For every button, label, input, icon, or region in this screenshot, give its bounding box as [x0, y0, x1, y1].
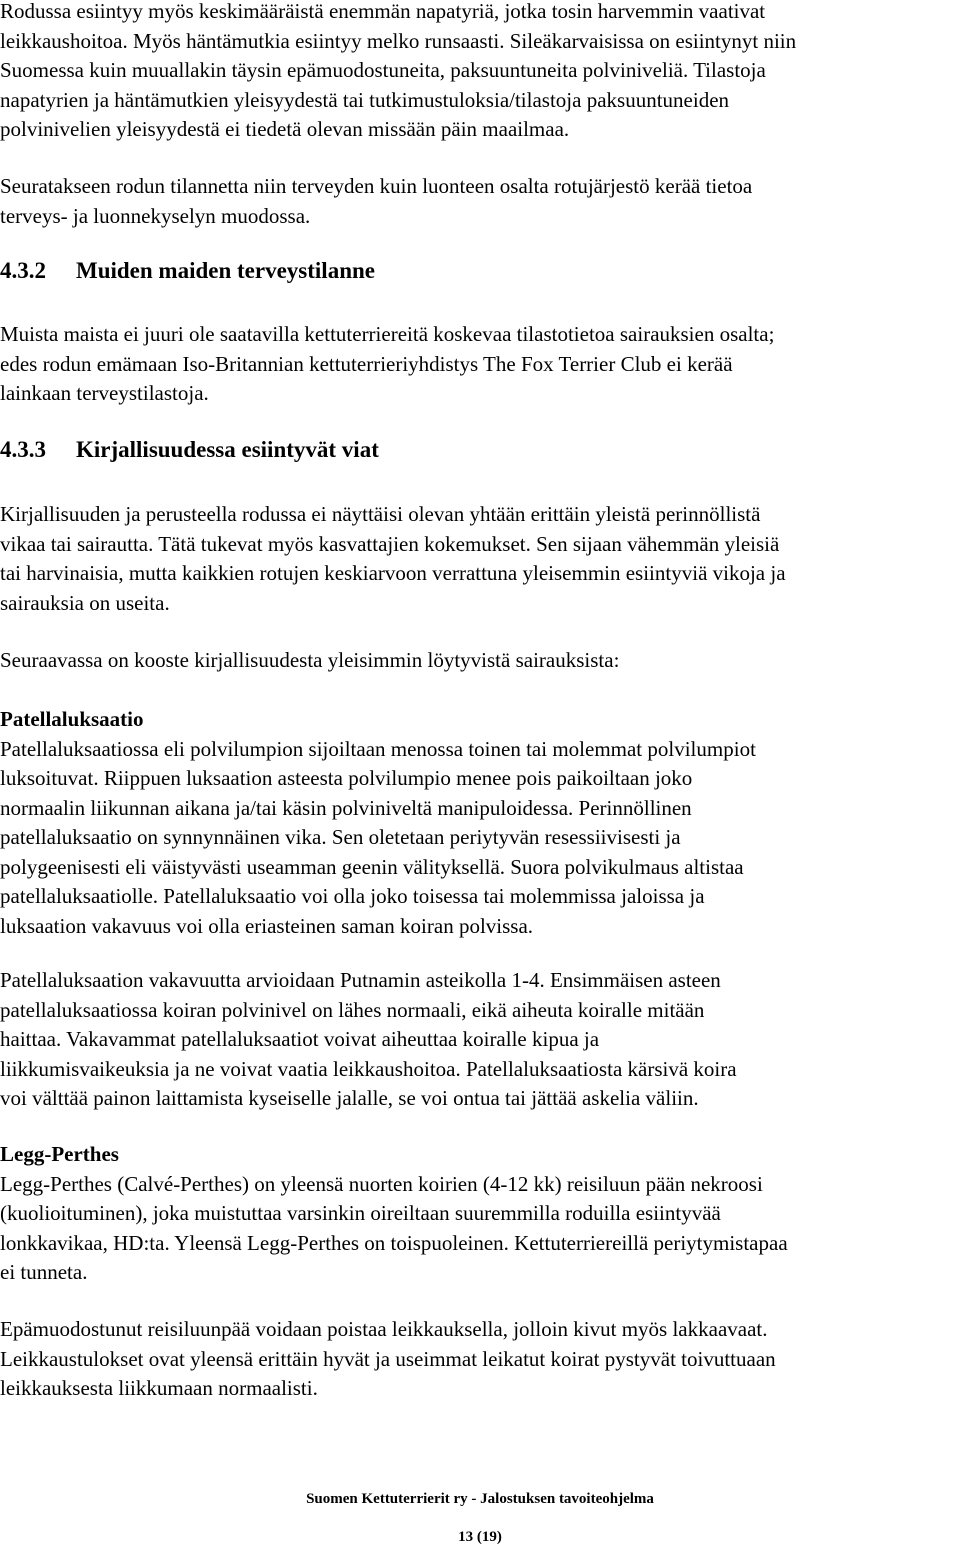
text-line: haittaa. Vakavammat patellaluksaatiot voivat aiheuttaa koiralle kipua ja [0, 1027, 600, 1051]
paragraph-summary-intro [0, 646, 960, 676]
text-line: Patellaluksaatiossa eli polvilumpion sijoiltaan menossa toinen tai molemmat polvilumpiot [0, 736, 756, 761]
text-line: voi välttää painon laittamista kyseiselle jalalle, se voi ontua tai jättää askelia väliin. [0, 1086, 699, 1110]
paragraph-legg-perthes [0, 1140, 960, 1288]
section-heading-4-3-3 [0, 435, 379, 465]
text-line: ei tunneta. [0, 1260, 88, 1284]
paragraph-literature [0, 500, 960, 618]
text-line: Kirjallisuuden ja perusteella rodussa ei näyttäisi olevan yhtään erittäin yleistä perinnöllistä [0, 502, 761, 526]
text-line: patellaluksaatio on synnynnäinen vika. Sen oletetaan periytyvän resessiivisesti ja [0, 825, 681, 849]
section-number: 4.3.3 [0, 437, 46, 462]
footer-organization: Suomen Kettuterrierit ry - Jalostuksen tavoiteohjelma [306, 1491, 654, 1507]
text-line: patellaluksaatiossa koiran polvinivel on lähes normaali, eikä aiheuta koiralle mitään [0, 997, 705, 1022]
text-line: polvinivelien yleisyydestä ei tiedetä olevan missään päin maailmaa. [0, 117, 570, 141]
paragraph-hernia-tail [0, 0, 960, 145]
section-title: Kirjallisuudessa esiintyvät viat [76, 437, 379, 462]
paragraph-survey [0, 172, 960, 231]
subheading-legg-perthes: Legg-Perthes [0, 1142, 119, 1166]
section-heading-4-3-2 [0, 256, 375, 286]
text-line: Leikkaustulokset ovat yleensä erittäin hyvät ja useimmat leikatut koirat pystyvät toivuttuaan [0, 1346, 776, 1371]
paragraph-other-countries [0, 320, 960, 409]
text-line: Suomessa kuin muuallakin täysin epämuodostuneita, paksuuntuneita polviniveliä. Tilastoja [0, 58, 766, 82]
text-line: vikaa tai sairautta. Tätä tukevat myös kasvattajien kokemukset. Sen sijaan vähemmän yleisiä [0, 531, 780, 556]
text-line: Patellaluksaation vakavuutta arvioidaan Putnamin asteikolla 1-4. Ensimmäisen asteen [0, 968, 721, 992]
text-line: napatyrien ja häntämutkien yleisyydestä tai tutkimustuloksia/tilastoja paksuuntuneiden [0, 87, 730, 112]
text-line: patellaluksaatiolle. Patellaluksaatio voi olla joko toisessa tai molemmissa jaloissa ja [0, 884, 705, 908]
text-line: Seuratakseen rodun tilannetta niin terveyden kuin luonteen osalta rotujärjestö kerää tietoa [0, 174, 753, 198]
page-number: 13 (19) [458, 1529, 502, 1545]
text-line: polygeenisesti eli väistyvästi useamman geenin välityksellä. Suora polvikulmaus altistaa [0, 854, 744, 879]
paragraph-patella [0, 705, 960, 941]
text-line: (kuolioituminen), joka muistuttaa varsinkin oireiltaan suuremmilla roduilla esiintyvää [0, 1201, 721, 1225]
text-line: tai harvinaisia, mutta kaikkien rotujen keskiarvoon verrattuna yleisemmin esiintyviä vikoja ja [0, 561, 786, 585]
text-line: terveys- ja luonnekyselyn muodossa. [0, 203, 311, 228]
section-number: 4.3.2 [0, 258, 46, 283]
text-line: Rodussa esiintyy myös keskimääräistä enemmän napatyriä, jotka tosin harvemmin vaativat [0, 0, 766, 23]
text-line: Muista maista ei juuri ole saatavilla kettuterriereitä koskevaa tilastotietoa sairauksien osalta; [0, 322, 775, 346]
text-line: edes rodun emämaan Iso-Britannian kettuterrieriyhdistys The Fox Terrier Club ei kerää [0, 351, 733, 376]
text-line: lainkaan terveystilastoja. [0, 381, 209, 405]
text-line: sairauksia on useita. [0, 590, 170, 615]
text-line: Epämuodostunut reisiluunpää voidaan poistaa leikkauksella, jolloin kivut myös lakkaavaat. [0, 1317, 768, 1341]
section-title: Muiden maiden terveystilanne [76, 258, 375, 283]
text-line: leikkaushoitoa. Myös häntämutkia esiintyy melko runsaasti. Sileäkarvaisissa on esiintynyt niin [0, 28, 797, 53]
text-line: luksoituvat. Riippuen luksaation asteesta polvilumpio menee pois paikoiltaan joko [0, 766, 693, 790]
text-line: Legg-Perthes (Calvé-Perthes) on yleensä nuorten koirien (4-12 kk) reisiluun pään nekroosi [0, 1171, 763, 1196]
text-line: Seuraavassa on kooste kirjallisuudesta yleisimmin löytyvistä sairauksista: [0, 648, 620, 672]
text-line: normaalin liikunnan aikana ja/tai käsin polviniveltä manipuloidessa. Perinnöllinen [0, 795, 692, 820]
text-line: luksaation vakavuus voi olla eriasteinen saman koiran polvissa. [0, 913, 534, 938]
text-line: liikkumisvaikeuksia ja ne voivat vaatia leikkaushoitoa. Patellaluksaatiosta kärsivä koira [0, 1056, 737, 1081]
subheading-patellaluksaatio: Patellaluksaatio [0, 707, 144, 731]
text-line: lonkkavikaa, HD:ta. Yleensä Legg-Perthes on toispuoleinen. Kettuterriereillä periytymistapaa [0, 1230, 788, 1255]
paragraph-surgery [0, 1315, 960, 1404]
paragraph-putnam [0, 966, 960, 1114]
text-line: leikkauksesta liikkumaan normaalisti. [0, 1376, 318, 1400]
